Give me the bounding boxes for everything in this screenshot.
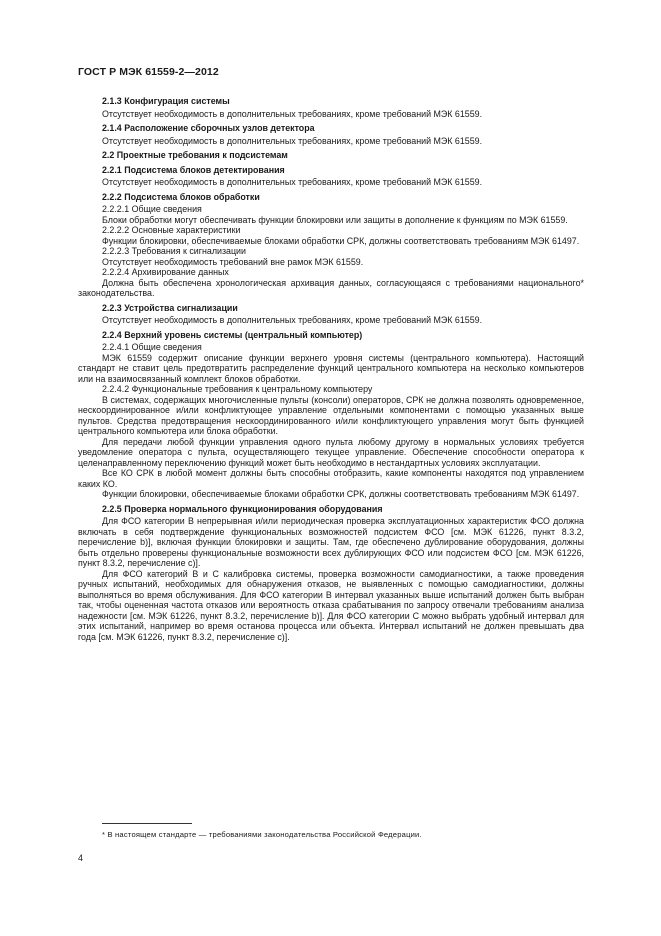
section-heading: 2.2 Проектные требования к подсистемам <box>102 150 288 160</box>
subsection-heading: 2.2.2.2 Основные характеристики <box>102 225 241 235</box>
paragraph: Отсутствует необходимость в дополнительных требованиях, кроме требований МЭК 61559. <box>102 135 483 146</box>
subsection-heading: 2.2.4.1 Общие сведения <box>102 342 202 352</box>
paragraph: Для ФСО категории В непрерывная и/или периодическая проверка эксплуатационных характеристик ФСО должна включать в себя подтверждение функциональных возможностей подсистем ФСО [см. МЭК 61226, пункт 8.3.2, перечисление b)], включая функции блокировки и защиты. Там, где обеспечено дублирование оборудования, должны быть отдельно проверены функциональные возможности всех дублирующих ФСО или подсистем ФСО [см. МЭК 61226, пункт 8.3.2, перечисление с)]. <box>78 516 584 568</box>
subsection-heading: 2.2.2.3 Требования к сигнализации <box>102 246 246 256</box>
section-heading: 2.2.4 Верхний уровень системы (центральный компьютер) <box>102 329 363 340</box>
paragraph: Отсутствует необходимость в дополнительных требованиях, кроме требований МЭК 61559. <box>102 315 483 325</box>
section-heading: 2.2.5 Проверка нормального функционирования оборудования <box>102 503 383 514</box>
paragraph: Блоки обработки могут обеспечивать функции блокировки или защиты в дополнение к функциям по МЭК 61559. <box>102 214 568 225</box>
section-heading: 2.2.1 Подсистема блоков детектирования <box>102 164 285 175</box>
paragraph: Отсутствует необходимость в дополнительных требованиях, кроме требований МЭК 61559. <box>102 177 483 187</box>
section-heading: 2.2.3 Устройства сигнализации <box>102 302 238 313</box>
document-header: ГОСТ Р МЭК 61559-2—2012 <box>78 66 219 78</box>
paragraph: Для передачи любой функции управления одного пульта любому другому в нормальных условиях требуется уведомление оператора с пульта, осуществляющего текущее управление. Обеспечение способности оператора к целенаправленному переключению функций может быть необходимо в нестандартных условиях эксплуатации. <box>78 436 584 468</box>
paragraph: Отсутствует необходимость в дополнительных требованиях, кроме требований МЭК 61559. <box>102 108 483 119</box>
footnote-divider <box>102 823 192 824</box>
paragraph: МЭК 61559 содержит описание функции верхнего уровня системы (центрального компьютера). Настоящий стандарт не ставит цель предотвратить распределение функций центрального компьютера на несколько компьютеров или на взаимосвязанный комплект блоков обработки. <box>78 352 584 384</box>
footnote: * В настоящем стандарте — требованиями законодательства Российской Федерации. <box>102 830 422 839</box>
subsection-heading: 2.2.2.4 Архивирование данных <box>102 267 229 277</box>
paragraph: Функции блокировки, обеспечиваемые блоками обработки СРК, должны соответствовать требованиям МЭК 61497. <box>102 489 580 499</box>
subsection-heading: 2.2.4.2 Функциональные требования к центральному компьютеру <box>102 384 373 394</box>
section-heading: 2.2.2 Подсистема блоков обработки <box>102 191 260 202</box>
subsection-heading: 2.2.2.1 Общие сведения <box>102 204 202 214</box>
paragraph: Должна быть обеспечена хронологическая архивация данных, согласующаяся с требованиями национального* законодательства. <box>78 277 584 298</box>
document-body <box>78 96 584 642</box>
page-number: 4 <box>78 853 84 863</box>
paragraph: В системах, содержащих многочисленные пульты (консоли) операторов, СРК не должна позволять одновременное, нескоординированное и/или конфликтующее управление отдельными компонентами с помощью указанных выше пультов. Средства предотвращения нескоординированного и/или конфликтующего управления могут быть функцией центрального компьютера или блока обработки. <box>78 394 584 436</box>
paragraph: Все КО СРК в любой момент должны быть способны отобразить, какие компоненты находятся под управлением каких КО. <box>78 468 584 489</box>
paragraph: Функции блокировки, обеспечиваемые блоками обработки СРК, должны соответствовать требованиям МЭК 61497. <box>102 235 580 246</box>
section-heading: 2.1.4 Расположение сборочных узлов детектора <box>102 123 315 133</box>
paragraph: Отсутствует необходимость требований вне рамок МЭК 61559. <box>102 256 364 267</box>
section-heading: 2.1.3 Конфигурация системы <box>102 96 230 106</box>
paragraph: Для ФСО категорий В и С калибровка системы, проверка возможности самодиагностики, а также проведения ручных испытаний, необходимых для обнаружения отказов, не выявленных с помощью самодиагностики, должны выполняться во время обслуживания. Для ФСО категории В интервал указанных выше испытаний должен быть выбран так, чтобы оцененная частота отказов или вероятность отказа срабатывания по запросу отвечали требованиям анализа надежности [см. МЭК 61226, пункт 8.3.2, перечисление b)]. Для ФСО категории С можно выбрать удобный интервал для этих испытаний, например во время останова процесса или объекта. Интервал испытаний не должен превышать два года [см. МЭК 61226, пункт 8.3.2, перечисление с)]. <box>78 568 584 642</box>
